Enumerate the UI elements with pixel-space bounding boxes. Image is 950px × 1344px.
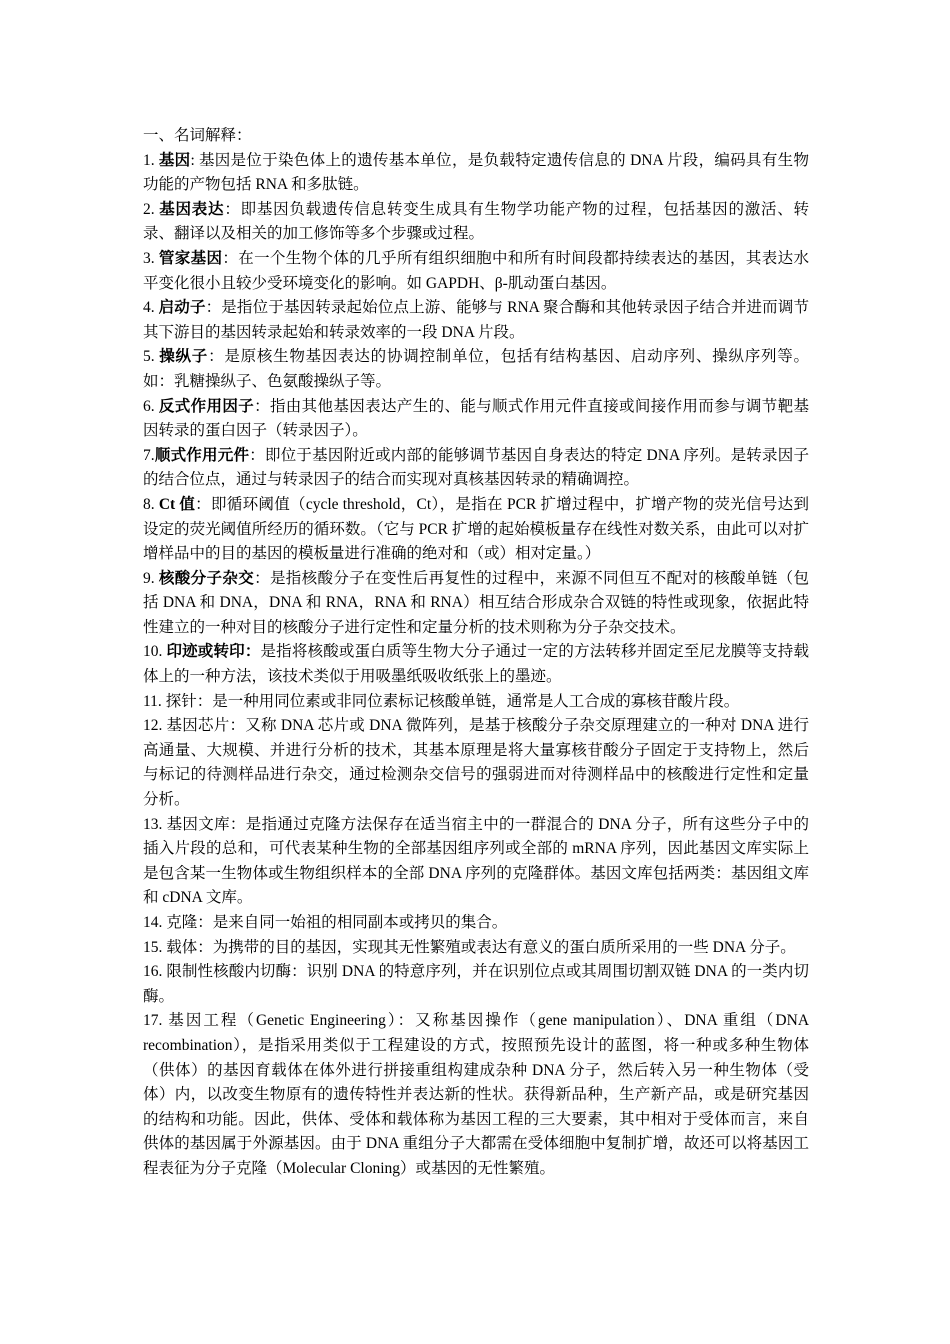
entry-number: 11. [143,692,166,710]
entry-number: 3. [143,249,159,267]
entry-definition: ：即循环阈值（cycle threshold，Ct），是指在 PCR 扩增过程中，扩增产物的荧光信号达到设定的荧光阈值所经历的循环数。（它与 PCR 扩增的起始模板量存在线性对数关系，由此可以对扩增样品中的目的基因的模板量进行准确的绝对和（或）相对定量。） [143,495,809,563]
entry-2 [143,198,809,247]
entry-definition: 限制性核酸内切酶：识别 DNA 的特意序列，并在识别位点或其周围切割双链 DNA 的一类内切酶。 [143,963,810,1005]
entry-definition: ：即基因负载遗传信息转变生成具有生物学功能产物的过程，包括基因的激活、转录、翻译以及相关的加工修饰等多个步骤或过程。 [143,200,809,243]
entry-1 [143,149,809,198]
entry-8 [143,493,809,567]
entry-term: 反式作用因子 [158,397,255,415]
entry-definition: 基因文库：是指通过克隆方法保存在适当宿主中的一群混合的 DNA 分子，所有这些分子中的插入片段的总和，可代表某种生物的全部基因组序列或全部的 mRNA 序列，因此基因文库实际上是包含某一生物体或生物组织样本的全部 DNA 序列的克隆群体。基因文库包括两类：基因组文库和 cDNA 文库。 [143,815,810,907]
entry-number: 13. [143,815,167,833]
entry-definition: ：是指位于基因转录起始位点上游、能够与 RNA 聚合酶和其他转录因子结合并进而调节其下游目的基因转录起始和转录效率的一段 DNA 片段。 [143,299,809,341]
entry-term: 启动子 [158,299,206,317]
entry-term: 核酸分子杂交 [158,569,255,587]
entry-number: 8. [143,495,159,513]
section-heading: 一、名词解释： [143,127,252,144]
entry-term: 基因 [158,151,191,169]
entry-13 [143,813,809,911]
entry-definition: ：在一个生物个体的几乎所有组织细胞中和所有时间段都持续表达的基因，其表达水平变化很小且较少受环境变化的影响。如 GAPDH、β-肌动蛋白基因。 [143,249,809,292]
entry-3 [143,247,809,296]
entry-term: 基因表达 [159,200,225,218]
entry-definition: ：即位于基因附近或内部的能够调节基因自身表达的特定 DNA 序列。是转录因子的结合位点，通过与转录因子的结合而实现对真核基因转录的精确调控。 [143,446,809,489]
entry-term: 印迹或转印： [166,643,261,661]
entry-number: 5. [143,348,160,366]
entry-number: 17. [143,1012,169,1030]
entry-number: 9. [143,569,159,587]
entry-number: 7. [143,446,155,464]
entry-definition: 载体：为携带的目的基因，实现其无性繁殖或表达有意义的蛋白质所采用的一些 DNA 分子。 [166,938,796,956]
entry-10 [143,640,809,689]
entry-definition: 探针：是一种用同位素或非同位素标记核酸单链，通常是人工合成的寡核苷酸片段。 [165,692,740,710]
entry-number: 2. [143,200,160,218]
entry-definition: ：是原核生物基因表达的协调控制单位，包括有结构基因、启动序列、操纵序列等。如：乳糖操纵子、色氨酸操纵子等。 [143,348,809,390]
entry-term: 操纵子 [159,348,209,366]
entry-17 [143,1009,809,1181]
entry-number: 15. [143,938,167,956]
entry-definition: 基因工程（Genetic Engineering）：又称基因操作（gene manipulation）、DNA 重组（DNA recombination），是指采用类似于工程建设的方式，按照预先设计的蓝图，将一种或多种生物体（供体）的基因育载体在体外进行拼接重组构建成杂种 DNA 分子，然后转入另一种生物体（受体）内，以改变生物原有的遗传特性并表达新的性状。获得新品种，生产新产品，或是研究基因的结构和功能。因此，供体、受体和载体称为基因工程的三大要素，其中相对于受体而言，来自供体的基因属于外源基因。由于 DNA 重组分子大都需在受体细胞中复制扩增，故还可以将基因工程表征为分子克隆（Molecular Cloning）或基因的无性繁殖。 [143,1012,810,1177]
entry-definition: ：是指核酸分子在变性后再复性的过程中，来源不同但互不配对的核酸单链（包括 DNA 和 DNA，DNA 和 RNA，RNA 和 RNA）相互结合形成杂合双链的特性或现象，依据此特性建立的一种对目的核酸分子进行定性和定量分析的技术则称为分子杂交技术。 [143,569,809,636]
entry-number: 14. [143,914,167,931]
entry-number: 4. [143,299,159,317]
entry-number: 16. [143,963,167,981]
entry-number: 12. [143,717,167,735]
entry-9 [143,567,809,641]
entry-number: 6. [143,397,159,415]
entry-definition: 基因芯片：又称 DNA 芯片或 DNA 微阵列，是基于核酸分子杂交原理建立的一种对 DNA 进行高通量、大规模、并进行分析的技术，其基本原理是将大量寡核苷酸分子固定于支持物上，然后与标记的待测样品进行杂交，通过检测杂交信号的强弱进而对待测样品中的核酸进行定性和定量分析。 [143,717,810,809]
entry-number: 1. [143,151,159,169]
entry-14 [143,911,809,936]
entry-definition: 克隆：是来自同一始祖的相同副本或拷贝的集合。 [166,914,508,931]
entry-definition: : 基因是位于染色体上的遗传基本单位，是负载特定遗传信息的 DNA 片段，编码具有生物功能的产物包括 RNA 和多肽链。 [143,151,809,194]
entry-4 [143,296,809,345]
entry-term: Ct 值 [158,495,196,513]
entry-12 [143,714,809,812]
entry-definition: ：指由其他基因表达产生的、能与顺式作用元件直接或间接作用而参与调节靶基因转录的蛋白因子（转录因子）。 [143,397,809,440]
entry-15 [143,936,809,961]
entry-7 [143,444,809,493]
entry-16 [143,960,809,1009]
entry-6 [143,395,809,444]
entry-number: 10. [143,643,167,661]
entry-5 [143,345,809,394]
entry-term: 顺式作用元件 [154,446,250,464]
entry-term: 管家基因 [158,249,223,267]
document-page [143,124,809,1182]
entry-11 [143,690,809,715]
entry-definition: 是指将核酸或蛋白质等生物大分子通过一定的方法转移并固定至尼龙膜等支持载体上的一种方法，该技术类似于用吸墨纸吸收纸张上的墨迹。 [143,643,809,686]
